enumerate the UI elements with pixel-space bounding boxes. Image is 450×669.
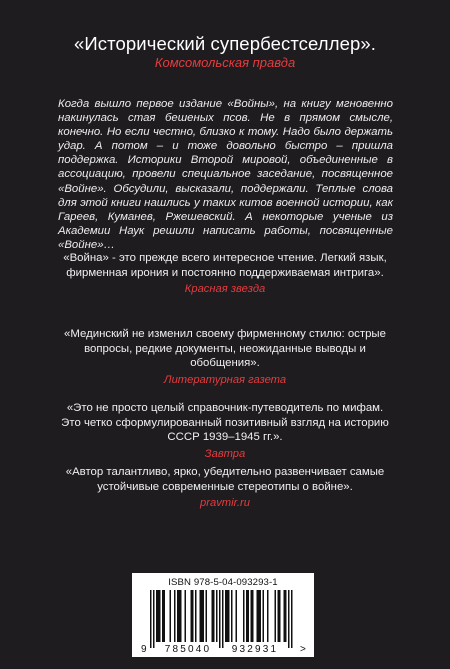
review-quote-source: pravmir.ru	[200, 497, 250, 509]
barcode-bar	[195, 590, 197, 642]
barcode-bar	[243, 590, 245, 642]
barcode-bar	[212, 590, 214, 642]
barcode-bar	[192, 590, 194, 642]
barcode-bar	[288, 590, 290, 648]
barcode-bar	[201, 590, 203, 642]
isbn-label: ISBN 978-5-04-093293-1	[168, 577, 278, 588]
barcode-bar	[200, 590, 202, 642]
barcode-bar	[219, 590, 221, 648]
barcode-bar	[159, 590, 161, 642]
intro-paragraph: Когда вышло первое издание «Войны», на книгу мгновенно накинулась стая бешеных псов. Не в прямом смысле, конечно. Но если честно, близко к тому. Надо было держать удар. А потом – и тоже довольно быстро – пришла поддержка. Историки Второй мировой, объединенные в ассоциацию, провели специальное заседание, посвященное «Войне». Обсудили, высказали, поддержали. Теплые слова для этой книги нашлись у таких китов военной истории, как Гареев, Куманев, Ржешевский. А некоторые ученые из Академии Наук решили написать работы, посвященные «Войне»…	[58, 98, 393, 251]
barcode-bar	[252, 590, 254, 642]
barcode-bar	[284, 590, 286, 642]
barcode-bar	[227, 590, 229, 642]
barcode-bar	[231, 590, 233, 642]
barcode-bar	[267, 590, 269, 642]
barcode-bar	[236, 590, 238, 642]
barcode-bar	[228, 590, 230, 642]
barcode-bar	[258, 590, 260, 642]
barcode-quiet-mark: >	[300, 644, 306, 654]
barcode-bar	[222, 590, 224, 648]
review-quote-text: «Автор талантливо, ярко, убедительно развенчивает самые устойчивые современные стереотипы о войне».	[65, 466, 385, 493]
barcode-bar	[278, 590, 280, 642]
review-quote	[60, 251, 390, 297]
barcode-bar	[174, 590, 176, 642]
barcode-bar	[251, 590, 253, 642]
barcode-bar	[257, 590, 259, 642]
barcode-bar	[150, 590, 152, 648]
barcode-bar	[263, 590, 265, 642]
barcode-bar	[156, 590, 158, 642]
barcode-bar	[180, 590, 182, 642]
review-quote-source: Литературная газета	[163, 373, 287, 386]
barcode-bar	[279, 590, 281, 642]
barcode-bar	[248, 590, 250, 642]
review-quote-text: «Это не просто целый справочник-путеводитель по мифам. Это четко сформулированный позитивный взгляд на историю СССР 1939–1945 гг.».	[61, 402, 389, 443]
barcode-bar	[185, 590, 187, 642]
barcode-bar	[158, 590, 160, 642]
barcode-bar	[216, 590, 218, 642]
review-quote	[60, 327, 390, 387]
barcode-bar	[153, 590, 155, 648]
barcode-right-digits: 932931	[231, 644, 279, 654]
barcode-bar	[203, 590, 205, 642]
barcode-left-digits: 785040	[164, 644, 212, 654]
barcode-bar	[285, 590, 287, 642]
review-quote	[60, 401, 390, 461]
barcode-bar	[246, 590, 248, 642]
barcode-bar	[162, 590, 164, 642]
isbn-barcode	[132, 573, 314, 657]
headline-quote: «Исторический супербестселлер».	[74, 33, 376, 54]
barcode-bar	[191, 590, 193, 642]
barcode-bar	[291, 590, 293, 648]
review-quote-source: Красная звезда	[184, 283, 266, 295]
barcode-bar	[213, 590, 215, 642]
barcode-first-digit: 9	[141, 644, 147, 654]
review-quote-text: «Мединский не изменил своему фирменному стилю: острые вопросы, редкие документы, неожиданные выводы и обобщения».	[64, 328, 386, 369]
barcode-bar	[179, 590, 181, 642]
review-quote-text: «Война» - это прежде всего интересное чтение. Легкий язык, фирменная ирония и постоянно поддерживаемая интрига».	[63, 252, 387, 279]
barcode-image	[138, 590, 308, 654]
barcode-bar	[260, 590, 262, 642]
headline-quote-source: Комсомольская правда	[154, 55, 296, 70]
barcode-bar	[170, 590, 172, 642]
review-quote-source: Завтра	[204, 447, 246, 460]
barcode-bar	[206, 590, 208, 642]
barcode-bar	[275, 590, 277, 642]
barcode-bar	[177, 590, 179, 642]
barcode-bar	[225, 590, 227, 642]
barcode-bar	[164, 590, 166, 642]
review-quote	[60, 465, 390, 511]
